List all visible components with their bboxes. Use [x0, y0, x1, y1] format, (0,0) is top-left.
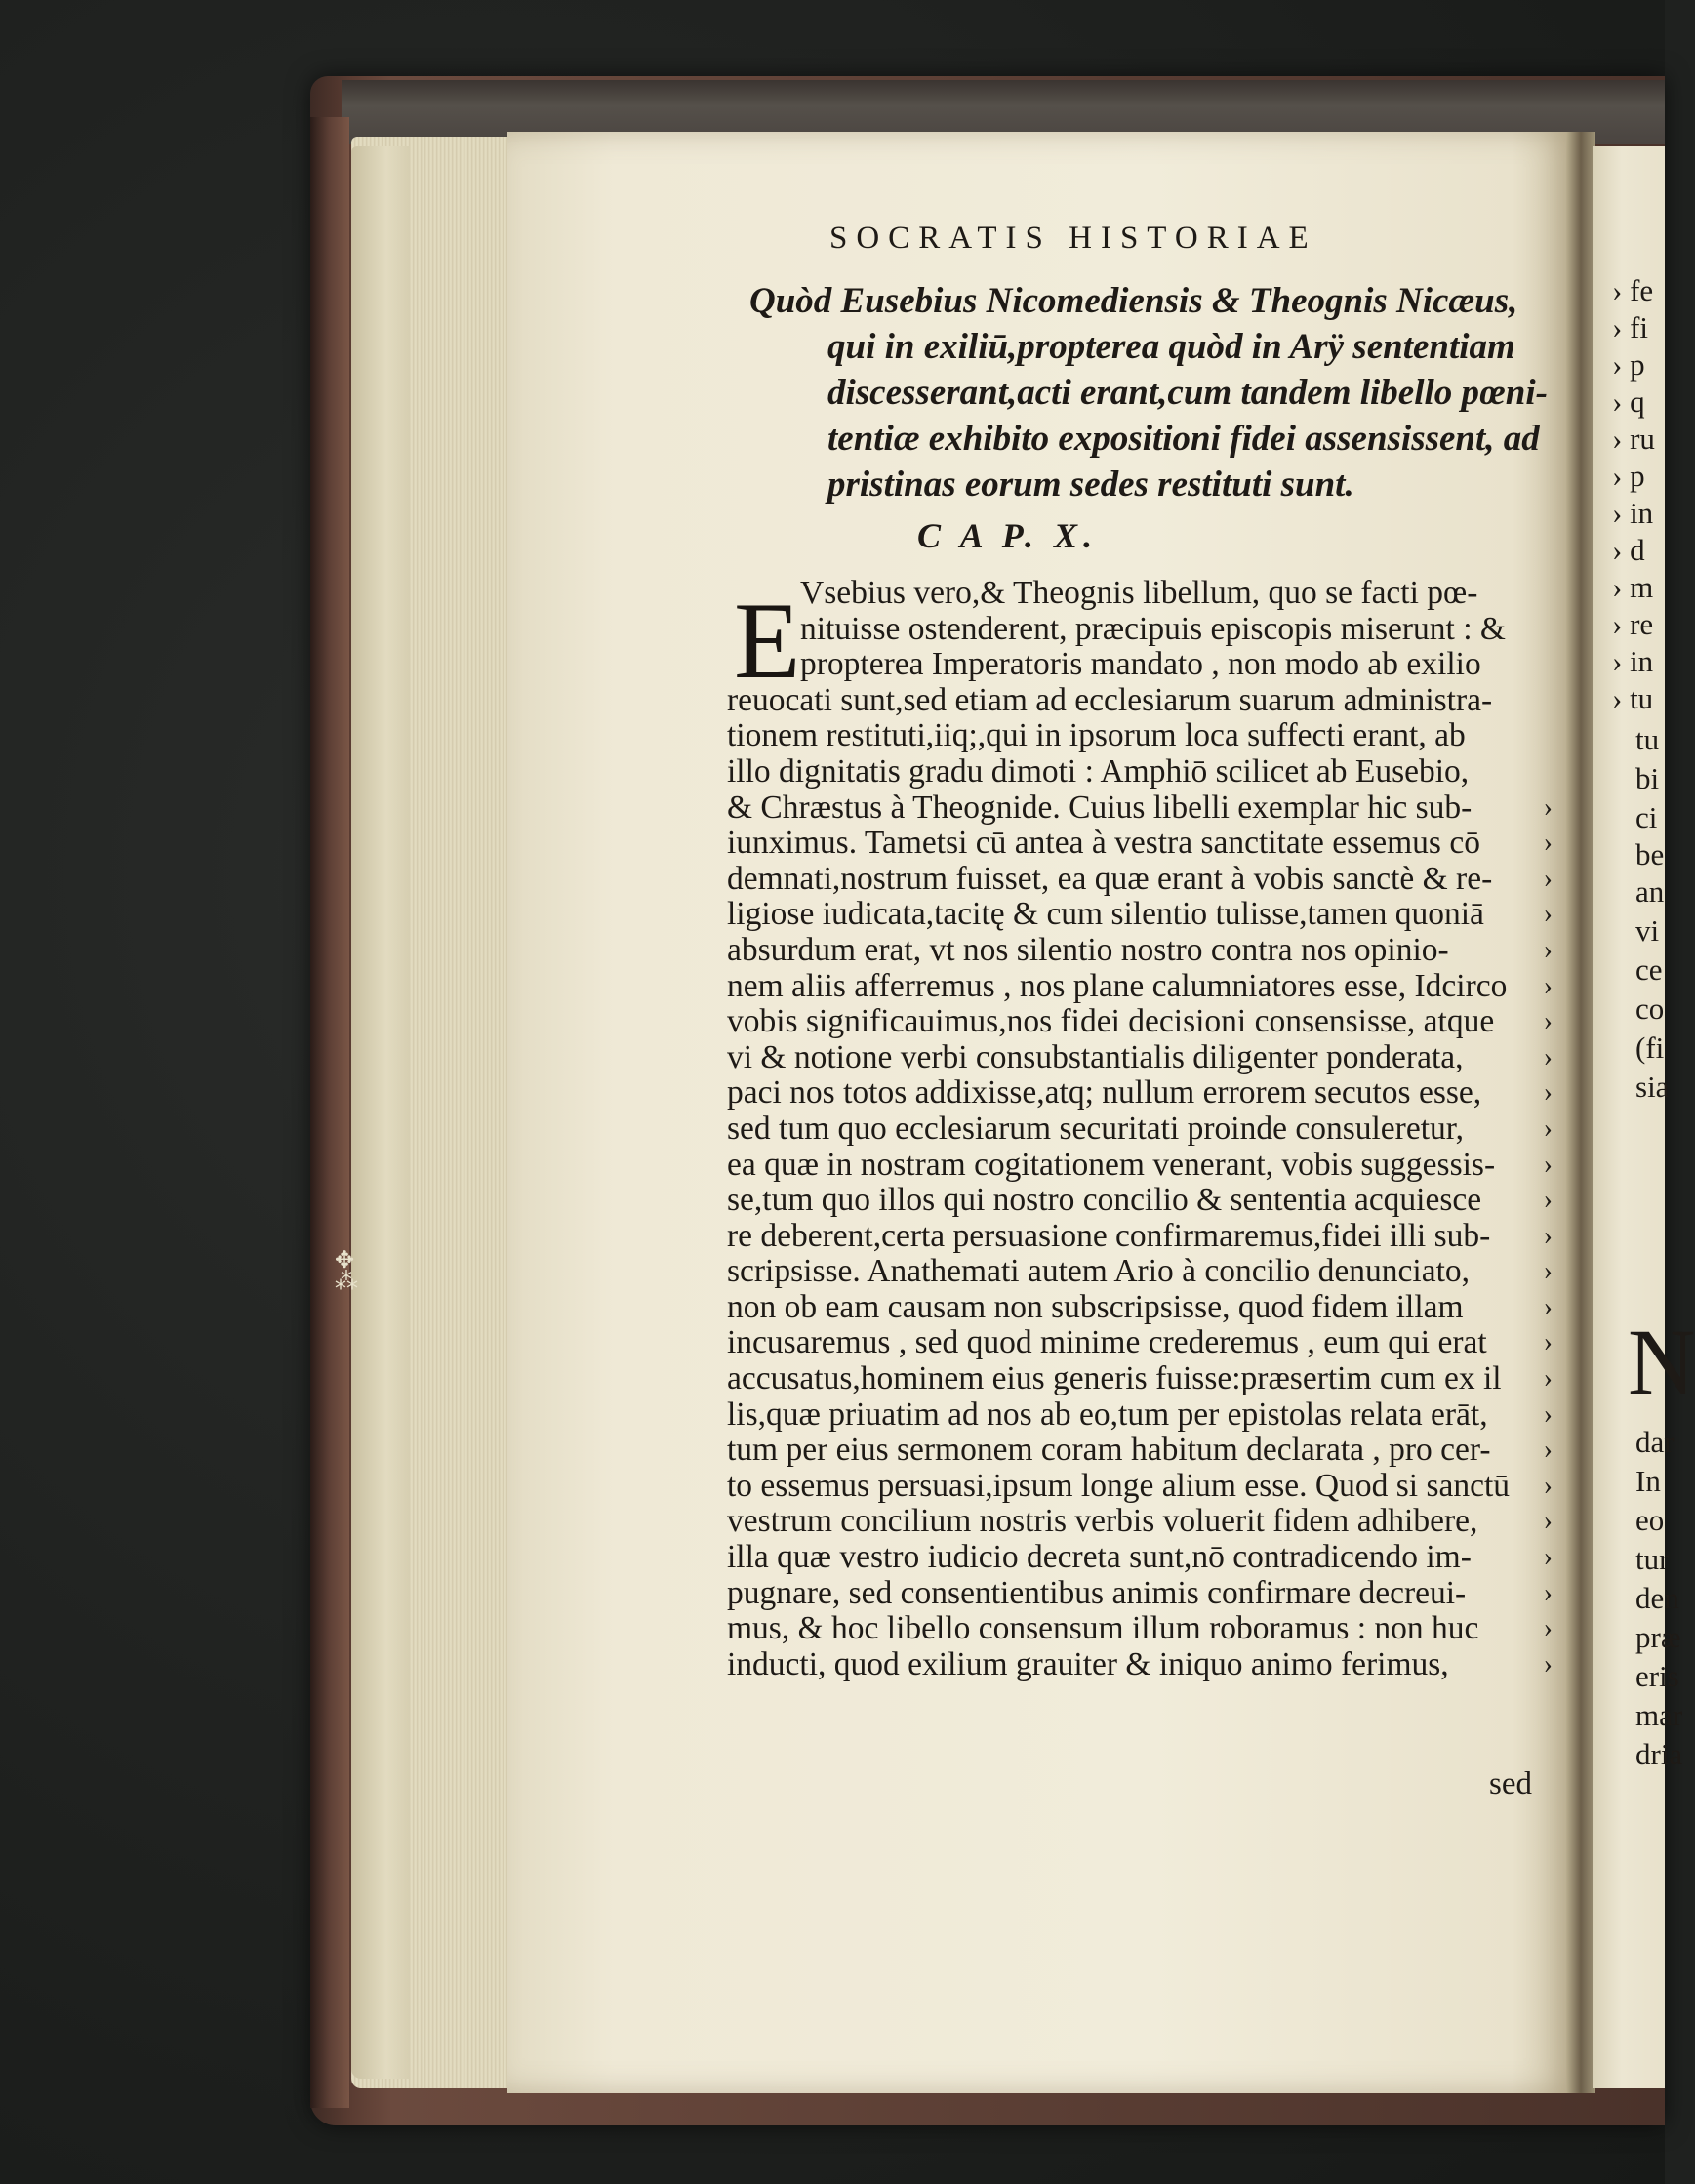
body-line-text: tum per eius sermonem coram habitum declarata , pro cer- [727, 1432, 1491, 1469]
book-spine [310, 117, 349, 2108]
clasp-icon: ✥ ⁂ [335, 1246, 358, 1295]
page-edges-outer [351, 146, 410, 2079]
next-page-fragment: N [1628, 1310, 1695, 1414]
body-line [727, 1182, 1553, 1219]
body-line [727, 896, 1553, 933]
next-page-fragment: › p [1612, 347, 1645, 382]
body-line [727, 1539, 1553, 1576]
next-page-fragment: præ [1635, 1620, 1681, 1654]
running-head: SOCRATIS HISTORIAE [829, 221, 1317, 256]
body-line-text: pugnare, sed consentientibus animis confirmare decreui- [727, 1574, 1467, 1611]
catchword: sed [1489, 1766, 1532, 1801]
body-line-text: tionem restituti,iiq;,qui in ipsorum loca suffecti erant, ab [727, 717, 1466, 754]
next-page-fragment: dria [1635, 1737, 1683, 1771]
next-page-fragment: bi [1635, 761, 1660, 795]
body-line-text: nituisse ostenderent, præcipuis episcopis miserunt : & [800, 610, 1506, 647]
body-line [727, 1038, 1553, 1076]
body-line-text: reuocati sunt,sed etiam ad ecclesiarum suarum administra- [727, 681, 1493, 718]
body-line-text: absurdum erat, vt nos silentio nostro contra nos opinio- [727, 931, 1449, 968]
next-page-fragment: vi [1635, 913, 1660, 948]
body-line [727, 825, 1553, 862]
body-line [727, 1467, 1553, 1505]
quotation-mark: › [1543, 1006, 1553, 1037]
body-line-text: illo dignitatis gradu dimoti : Amphiō scilicet ab Eusebio, [727, 752, 1470, 789]
body-line [727, 647, 1547, 683]
body-line [727, 1503, 1553, 1540]
drop-cap: E [734, 581, 801, 702]
chapter-heading: C A P. X. [917, 516, 1099, 555]
body-line [727, 931, 1553, 969]
body-line [727, 967, 1553, 1005]
body-text [727, 575, 1553, 1682]
body-line-text: nem aliis afferremus , nos plane calumniatores esse, Idcirco [727, 967, 1508, 1004]
quotation-mark: › [1543, 1291, 1553, 1322]
next-page-fragment: › ru [1612, 422, 1655, 456]
body-line [727, 612, 1547, 648]
quotation-mark: › [1543, 1613, 1553, 1644]
quotation-mark: › [1543, 934, 1553, 965]
body-line [727, 860, 1553, 898]
next-page-fragment: sia [1635, 1070, 1670, 1104]
quotation-mark: › [1543, 1506, 1553, 1537]
quotation-mark: › [1543, 1363, 1553, 1395]
body-line-text: re deberent,certa persuasione confirmaremus,fidei illi sub- [727, 1217, 1491, 1254]
quotation-mark: › [1543, 1149, 1553, 1180]
body-line [727, 1288, 1553, 1326]
body-line-text: & Chræstus à Theognide. Cuius libelli exemplar hic sub- [727, 789, 1473, 826]
next-page-fragment: › d [1612, 533, 1645, 567]
summary-line: Quòd Eusebius Nicomediensis & Theognis Nicæus, [749, 281, 1518, 321]
gutter [1566, 132, 1595, 2093]
next-page-fragment: › p [1612, 459, 1645, 493]
chapter-summary [749, 278, 1548, 507]
body-line [727, 576, 1547, 612]
body-line-text: propterea Imperatoris mandato , non modo ab exilio [800, 646, 1481, 683]
body-line [727, 1217, 1553, 1255]
quotation-mark: › [1543, 899, 1553, 930]
body-line-text: Vsebius vero,& Theognis libellum, quo se facti pœ- [800, 575, 1478, 611]
quotation-mark: › [1543, 1220, 1553, 1251]
body-line [727, 754, 1547, 790]
next-page-fragment: tur [1635, 1542, 1670, 1576]
body-line-text: demnati,nostrum fuisset, ea quæ erant à vobis sanctè & re- [727, 860, 1493, 897]
body-line-text: to essemus persuasi,ipsum longe alium esse. Quod si sanctū [727, 1467, 1511, 1504]
next-page-fragment: › m [1612, 570, 1654, 604]
body-line-text: mus, & hoc libello consensum illum roboramus : non huc [727, 1610, 1479, 1647]
body-line-text: ea quæ in nostram cogitationem venerant, vobis suggessis- [727, 1146, 1496, 1183]
body-line [727, 1110, 1553, 1148]
body-line [727, 1360, 1553, 1397]
summary-line: discesserant,acti erant,cum tandem libello pœni- [827, 373, 1548, 413]
body-line-text: paci nos totos addixisse,atq; nullum errorem secutos esse, [727, 1074, 1482, 1112]
body-line [727, 718, 1547, 754]
body-line [727, 1610, 1553, 1647]
body-line-text: lis,quæ priuatim ad nos ab eo,tum per epistolas relata erāt, [727, 1395, 1488, 1433]
body-line-text: vestrum concilium nostris verbis voluerit fidem adhibere, [727, 1503, 1478, 1540]
body-line [727, 1074, 1553, 1112]
next-page-fragment: eo [1635, 1503, 1665, 1537]
next-page-fragment: › fi [1612, 310, 1649, 344]
body-line-text: se,tum quo illos qui nostro concilio & sententia acquiesce [727, 1182, 1482, 1219]
body-line [727, 1146, 1553, 1184]
quotation-mark: › [1543, 1041, 1553, 1072]
body-line [727, 1253, 1553, 1290]
body-line [727, 1574, 1553, 1612]
quotation-mark: › [1543, 828, 1553, 859]
body-line [727, 1324, 1553, 1361]
next-page-fragment: dar [1635, 1425, 1675, 1459]
body-line-text: vobis significauimus,nos fidei decisioni consensisse, atque [727, 1003, 1495, 1040]
next-page-fragment: eris [1635, 1659, 1679, 1693]
next-page-fragment: ci [1635, 800, 1658, 834]
quotation-mark: › [1543, 1577, 1553, 1608]
next-page-fragment: ce [1635, 952, 1663, 987]
body-line-text: illa quæ vestro iudicio decreta sunt,nō contradicendo im- [727, 1539, 1472, 1576]
next-page-fragment: › in [1612, 644, 1654, 678]
quotation-mark: › [1543, 1470, 1553, 1501]
next-page-fragment: In [1635, 1464, 1661, 1498]
body-line-text: iunximus. Tametsi cū antea à vestra sanctitate essemus cō [727, 825, 1480, 862]
quotation-mark: › [1543, 863, 1553, 894]
quotation-mark: › [1543, 1256, 1553, 1287]
summary-line: pristinas eorum sedes restituti sunt. [827, 465, 1354, 505]
next-page-fragment: › in [1612, 496, 1654, 530]
quotation-mark: › [1543, 791, 1553, 823]
body-line-text: sed tum quo ecclesiarum securitati proinde consuleretur, [727, 1110, 1464, 1147]
next-page-fragment: › re [1612, 607, 1654, 641]
quotation-mark: › [1543, 1398, 1553, 1430]
next-page-fragment: be [1635, 837, 1665, 871]
next-page-fragment: mar [1635, 1698, 1683, 1732]
body-line [727, 1395, 1553, 1434]
next-page-fragment: an [1635, 874, 1665, 909]
next-page-fragment: › tu [1612, 681, 1654, 715]
next-page-fragment: co [1635, 991, 1665, 1026]
body-line-text: ligiose iudicata,tacitę & cum silentio tulisse,tamen quoniā [727, 896, 1484, 933]
quotation-mark: › [1543, 1648, 1553, 1679]
next-page-fragment: den [1635, 1581, 1679, 1615]
body-line [727, 683, 1547, 719]
quotation-mark: › [1543, 1435, 1553, 1466]
quotation-mark: › [1543, 1077, 1553, 1109]
body-line-text: accusatus,hominem eius generis fuisse:præsertim cum ex il [727, 1360, 1502, 1397]
quotation-mark: › [1543, 970, 1553, 1001]
body-line [727, 1645, 1553, 1683]
body-line [727, 1432, 1553, 1469]
next-page-fragment: (fi [1635, 1031, 1665, 1065]
body-line [727, 789, 1553, 827]
quotation-mark: › [1543, 1112, 1553, 1144]
summary-line: qui in exiliū,propterea quòd in Arÿ sententiam [827, 327, 1515, 367]
body-line-text: inducti, quod exilium grauiter & iniquo animo ferimus, [727, 1645, 1449, 1682]
body-line [727, 1003, 1553, 1040]
quotation-mark: › [1543, 1542, 1553, 1573]
quotation-mark: › [1543, 1185, 1553, 1216]
body-line-text: incusaremus , sed quod minime crederemus , eum qui erat [727, 1324, 1487, 1361]
body-line-text: scripsisse. Anathemati autem Ario à concilio denunciato, [727, 1253, 1470, 1290]
summary-line: tentiæ exhibito expositioni fidei assensissent, ad [827, 419, 1540, 459]
next-page-fragment: › q [1612, 384, 1645, 419]
body-line-text: non ob eam causam non subscripsisse, quod fidem illam [727, 1288, 1464, 1325]
next-page-fragment: tu [1635, 722, 1660, 756]
quotation-mark: › [1543, 1327, 1553, 1358]
body-line-text: vi & notione verbi consubstantialis diligenter ponderata, [727, 1038, 1464, 1075]
next-page-fragment: › fe [1612, 273, 1654, 307]
